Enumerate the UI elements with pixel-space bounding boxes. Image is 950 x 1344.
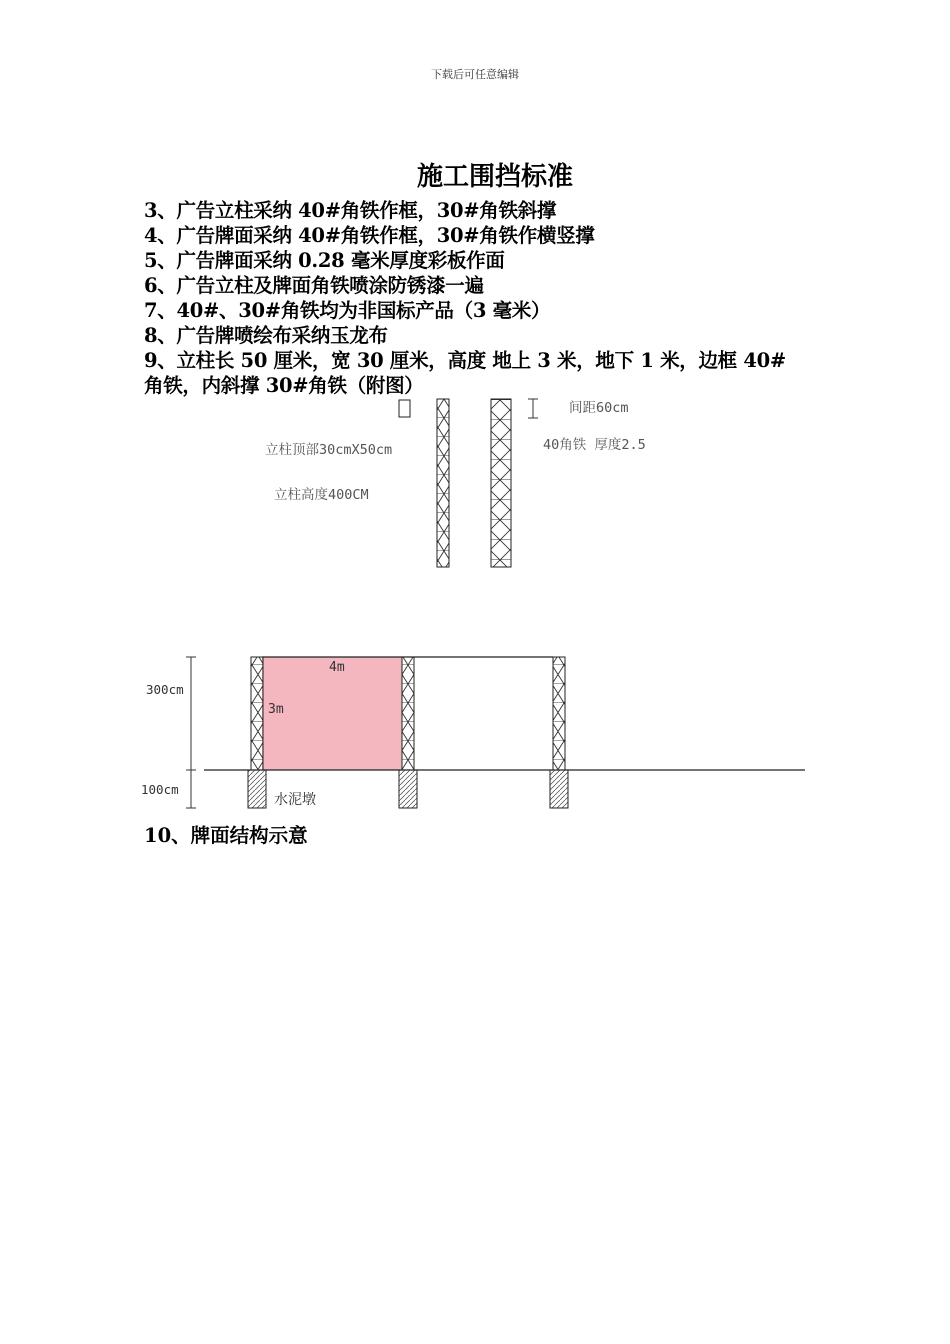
spec-item: 4、广告牌面采纳 40#角铁作框，30#角铁作横竖撑: [144, 224, 595, 247]
figure-caption: 10、牌面结构示意: [144, 824, 308, 847]
left-post: [251, 657, 263, 770]
spec-item: 5、广告牌面采纳 0.28 毫米厚度彩板作面: [144, 249, 505, 272]
foundation-right: [550, 770, 568, 808]
foundation-middle: [399, 770, 417, 808]
column-detail: [265, 399, 646, 567]
angle-label: 40角铁 厚度2.5: [543, 437, 646, 453]
spec-item: 7、40#、30#角铁均为非国标产品（3 毫米）: [144, 299, 551, 322]
spec-item: 8、广告牌喷绘布采纳玉龙布: [144, 324, 388, 347]
wide-column: [491, 399, 511, 567]
structure-elevation: [141, 657, 805, 808]
spec-item: 9、立柱长 50 厘米，宽 30 厘米，高度 地上 3 米，地下 1 米，边框 40#角铁，内斜撑 30#角铁（附图）: [144, 349, 786, 397]
foundation-label: 水泥墩: [274, 792, 316, 808]
column-top-label: 立柱顶部30cmX50cm: [265, 442, 393, 458]
spacing-label: 间距60cm: [569, 400, 629, 416]
document-title: 施工围挡标准: [416, 162, 573, 192]
narrow-column: [437, 399, 449, 567]
spec-item: 3、广告立柱采纳 40#角铁作框，30#角铁斜撑: [144, 199, 557, 222]
right-post: [553, 657, 565, 770]
foundation-left: [248, 770, 266, 808]
spec-item: 6、广告立柱及牌面角铁喷涂防锈漆一遍: [144, 274, 484, 297]
above-ground-label: 300cm: [146, 682, 184, 697]
below-ground-label: 100cm: [141, 782, 179, 797]
header-note: 下载后可任意编辑: [431, 68, 519, 81]
column-height-label: 立柱高度400CM: [274, 487, 369, 503]
column-top-icon: [399, 400, 410, 417]
panel-width-label: 4m: [329, 660, 345, 675]
middle-post: [402, 657, 414, 770]
panel-height-label: 3m: [268, 702, 284, 717]
